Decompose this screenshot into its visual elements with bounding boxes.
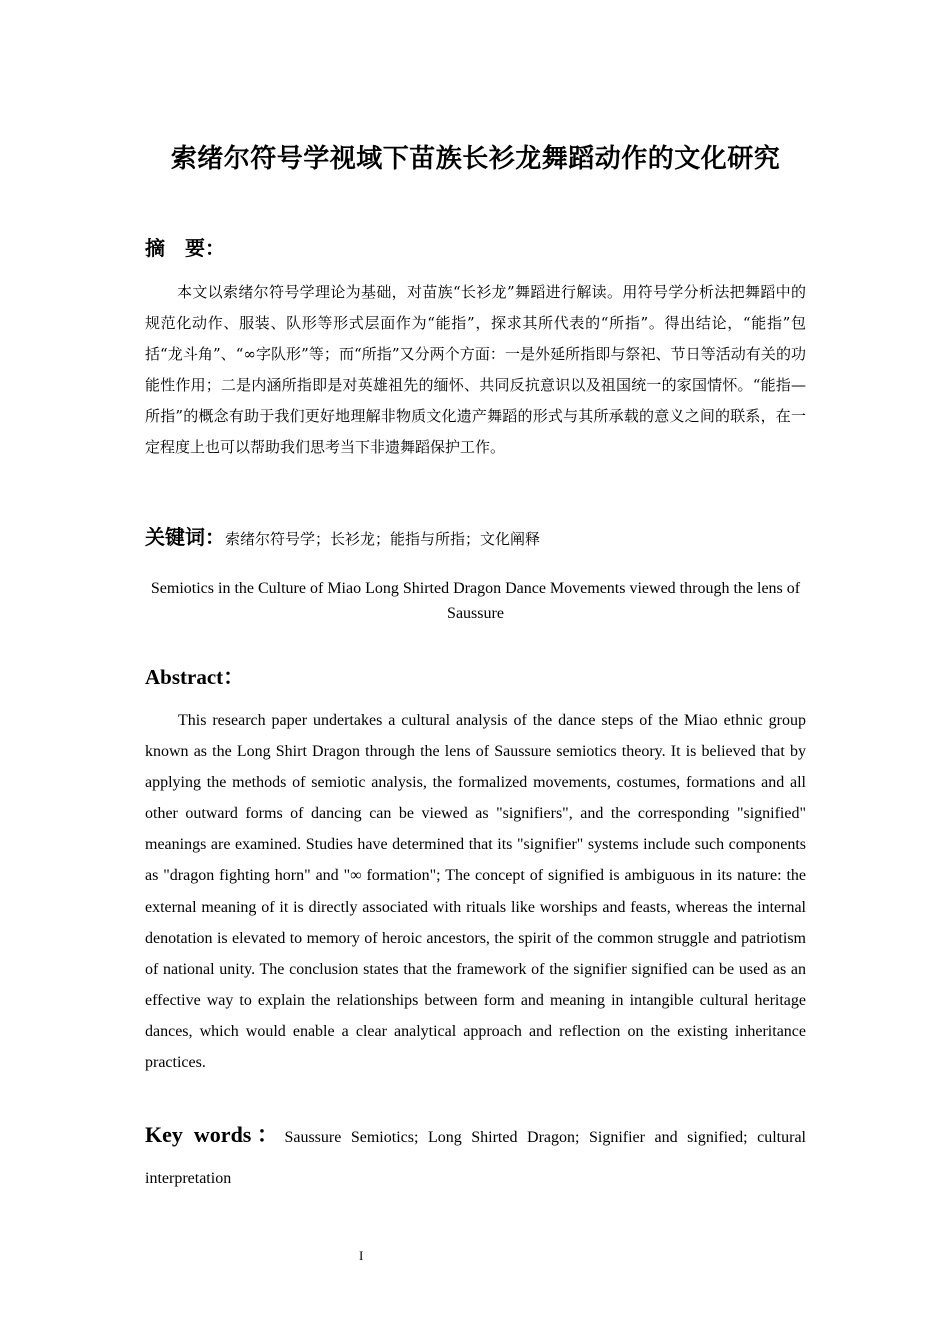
english-abstract-body: This research paper undertakes a cultural analysis of the dance steps of the Miao ethnic group known as the Long Shirt Dragon through the lens of Saussure semiotics theory. It is believed that by applying the methods of semiotic analysis, the formalized movements, costumes, formations and all other outward forms of dancing can be viewed as "signifiers", and the corresponding "signified" meanings are examined. Studies have determined that its "signifier" systems include such components as "dragon fighting horn" and "∞ formation"; The concept of signified is ambiguous in its nature: the external meaning of it is directly associated with rituals like worships and feasts, whereas the internal denotation is elevated to memory of heroic ancestors, the spirit of the common struggle and patriotism of national unity. The conclusion states that the framework of the signifier signified can be used as an effective way to explain the relationships between form and meaning in intangible cultural heritage dances, which would enable a clear analytical approach and reflection on the existing inheritance practices.: [145, 712, 806, 1072]
english-keywords-text: Saussure Semiotics; Long Shirted Dragon; Signifier and signified; cultural interpretation: [145, 1129, 806, 1187]
chinese-keywords-label: 关键词：: [145, 525, 225, 549]
paper-title: 索绪尔符号学视域下苗族长衫龙舞蹈动作的文化研究: [170, 144, 781, 175]
chinese-keywords: [145, 522, 806, 554]
english-abstract-heading: Abstract：: [145, 665, 245, 689]
page-number: I: [359, 1248, 364, 1263]
chinese-abstract-body: 本文以索绪尔符号学理论为基础，对苗族“长衫龙”舞蹈进行解读。用符号学分析法把舞蹈中的规范化动作、服装、队形等形式层面作为“能指”，探求其所代表的“所指”。得出结论，“能指”包括“龙斗角”、“∞字队形”等；而“所指”又分两个方面：一是外延所指即与祭祀、节日等活动有关的功能性作用；二是内涵所指即是对英雄祖先的缅怀、共同反抗意识以及祖国统一的家国情怀。“能指—所指”的概念有助于我们更好地理解非物质文化遗产舞蹈的形式与其所承载的意义之间的联系，在一定程度上也可以帮助我们思考当下非遗舞蹈保护工作。: [145, 283, 806, 456]
chinese-abstract-heading: 摘 要：: [145, 236, 225, 260]
english-keywords-label: Key words：: [145, 1122, 285, 1147]
english-title: Semiotics in the Culture of Miao Long Shirted Dragon Dance Movements viewed through the lens of Saussure: [150, 580, 801, 622]
chinese-keywords-text: 索绪尔符号学；长衫龙；能指与所指；文化阐释: [225, 530, 541, 548]
english-keywords: [145, 1114, 806, 1199]
